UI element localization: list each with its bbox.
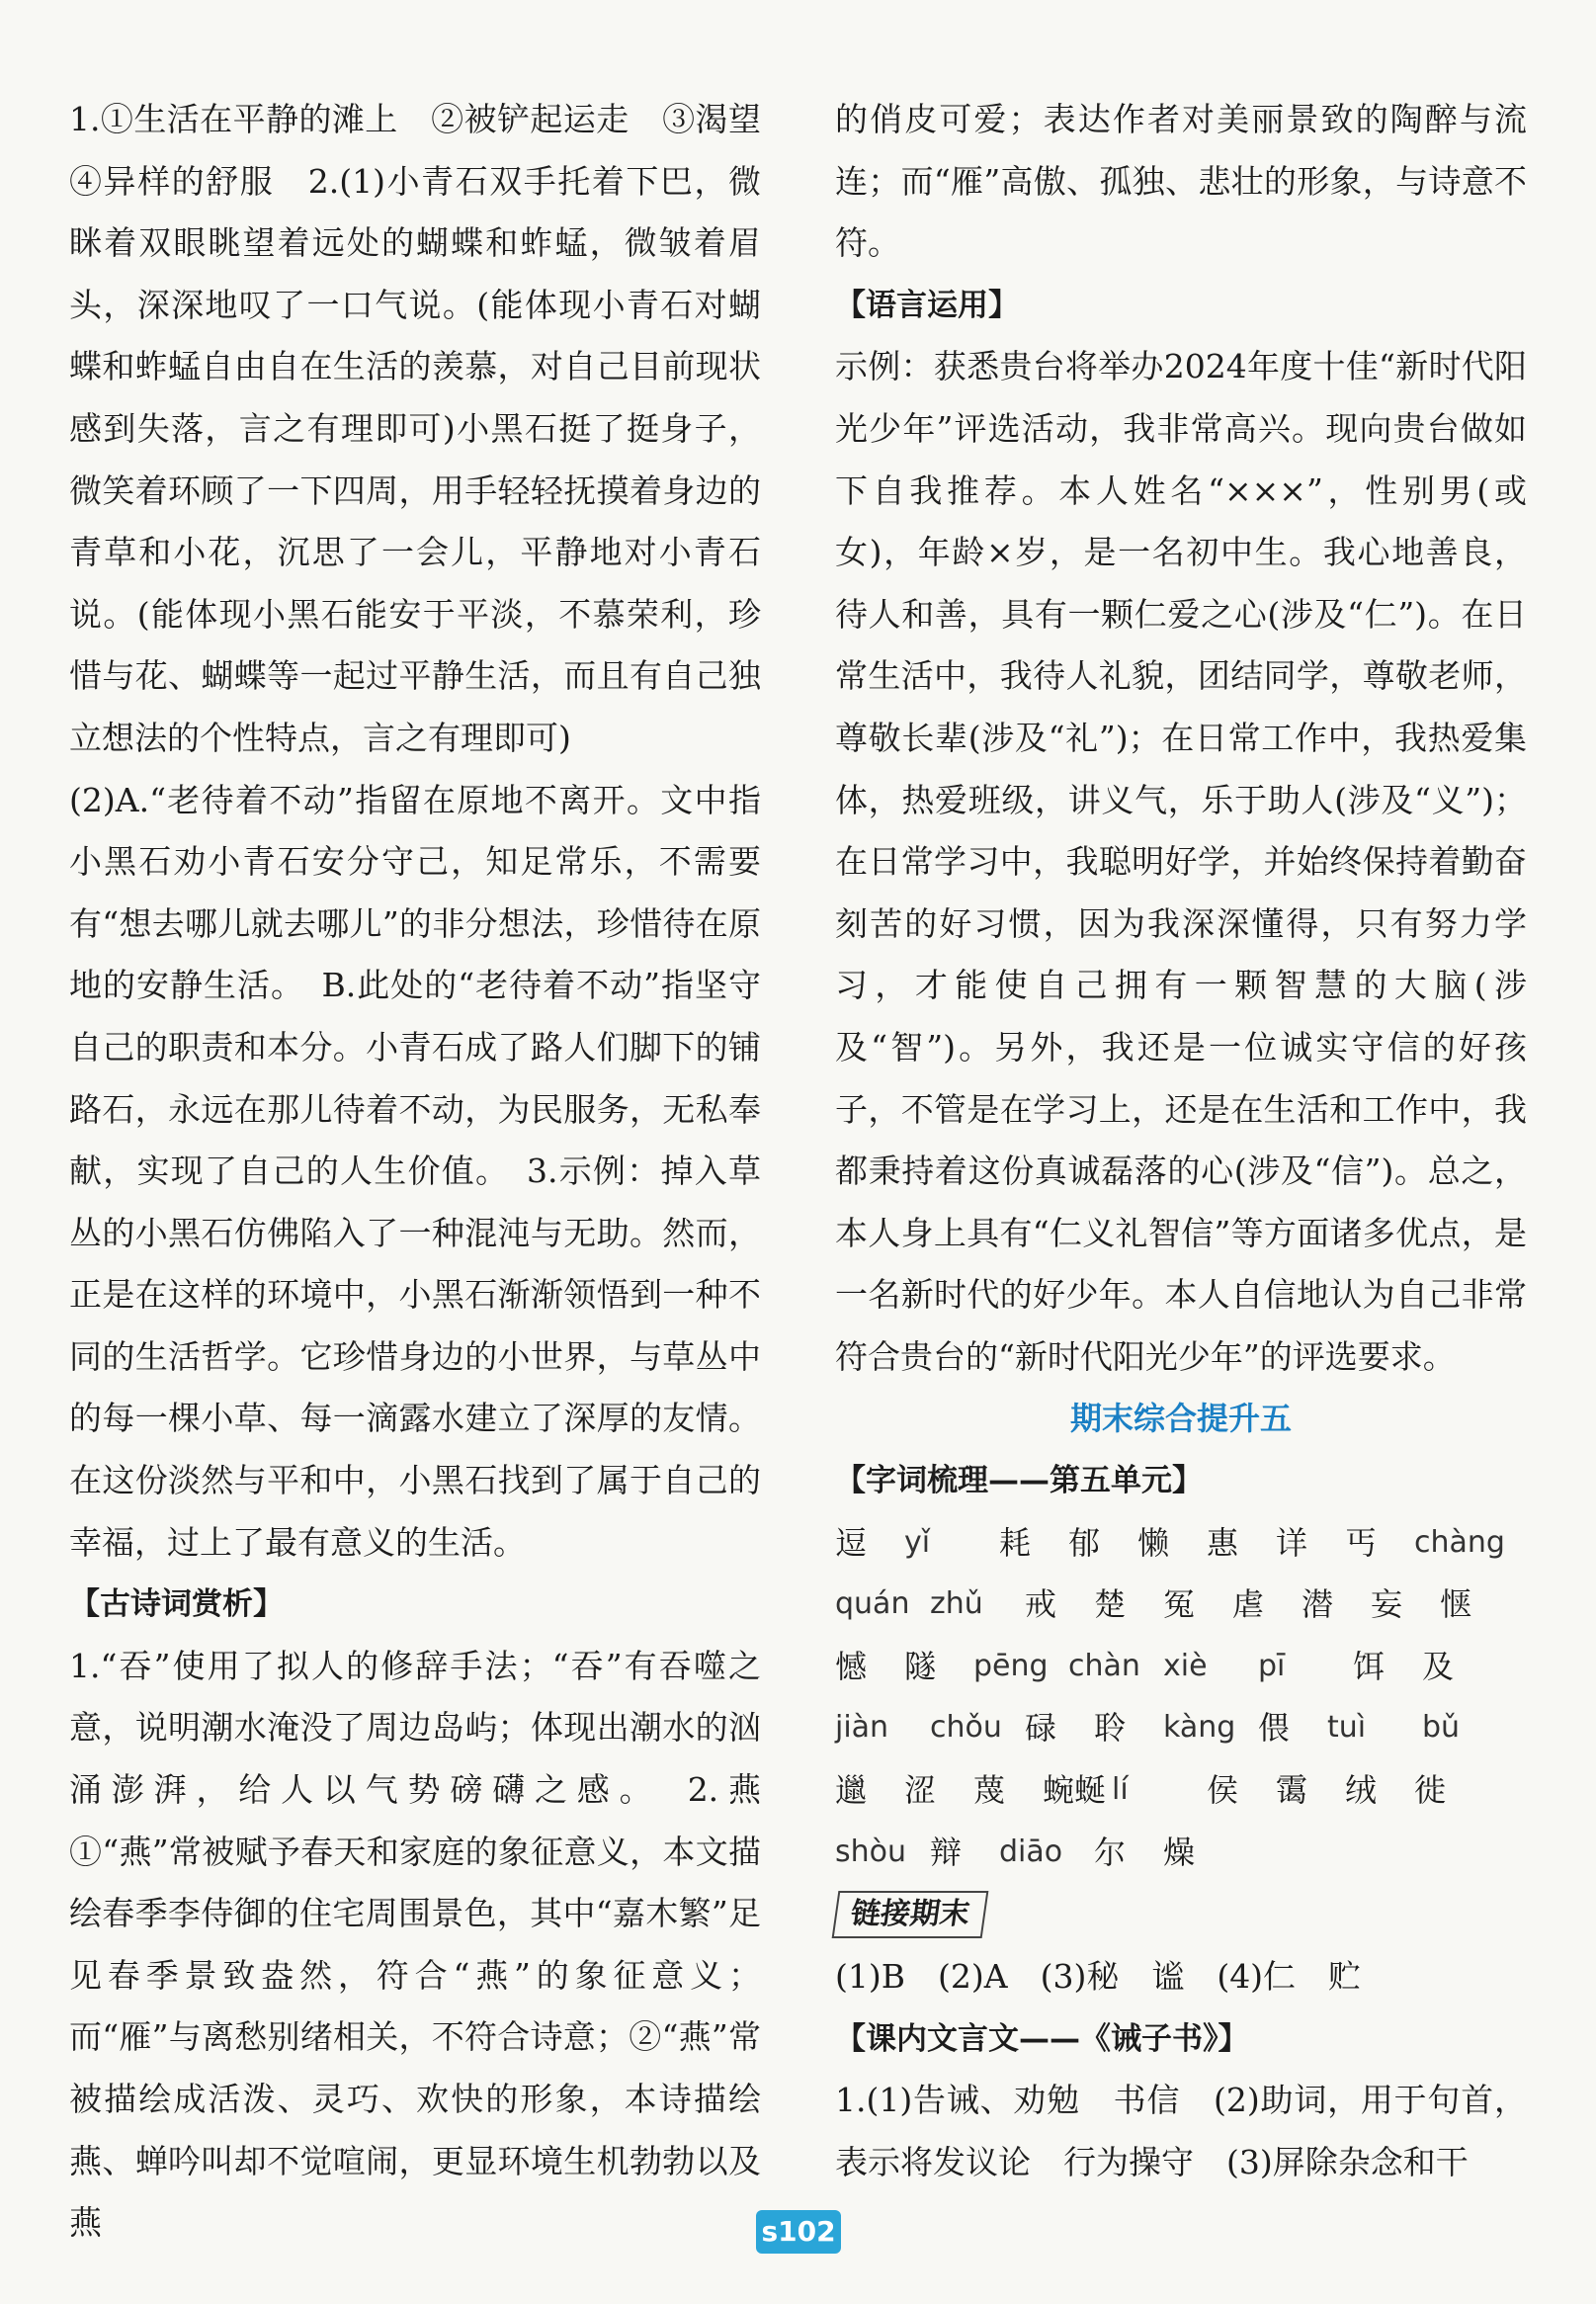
word-item: 丐 xyxy=(1345,1523,1378,1562)
word-item: lí xyxy=(1112,1772,1129,1808)
word-item: 燥 xyxy=(1163,1833,1196,1871)
word-item: yǐ xyxy=(904,1524,931,1560)
poem-answers-continued: 的俏皮可爱；表达作者对美丽景致的陶醉与流连；而“雁”高傲、孤独、悲壮的形象，与诗意不符。 xyxy=(835,100,1527,263)
section-title: 期末综合提升五 xyxy=(1069,1400,1292,1438)
word-item: 懒 xyxy=(1137,1523,1170,1562)
word-item: 耗 xyxy=(999,1523,1032,1562)
word-item: 饵 xyxy=(1353,1647,1386,1685)
word-item: chàn xyxy=(1068,1648,1140,1683)
word-item: 辩 xyxy=(930,1833,963,1871)
word-list xyxy=(835,1512,1527,1884)
classical-text-answers: 1.(1)告诫、劝勉 书信 (2)助词，用于句首，表示将发议论 行为操守 (3)屏除杂念和干 xyxy=(835,2081,1527,2181)
word-item: 聆 xyxy=(1094,1709,1127,1748)
word-item: 涩 xyxy=(904,1771,937,1810)
word-item: 详 xyxy=(1276,1523,1308,1562)
page-number: s102 xyxy=(756,2210,841,2254)
link-final-label: 链接期末 xyxy=(832,1891,989,1938)
word-item: quán xyxy=(835,1586,910,1622)
word-item: diāo xyxy=(999,1834,1063,1869)
word-item: 碌 xyxy=(1025,1709,1057,1748)
word-item: bǔ xyxy=(1422,1710,1461,1746)
word-item: 邋 xyxy=(835,1771,868,1810)
section-heading-language: 【语言运用】 xyxy=(835,287,1019,323)
word-item: 惠 xyxy=(1207,1523,1239,1562)
word-item: 侯 xyxy=(1207,1771,1239,1810)
word-item: pēng xyxy=(973,1648,1049,1683)
word-item: 霭 xyxy=(1276,1771,1308,1810)
word-item: tuì xyxy=(1327,1710,1367,1746)
word-item: 虐 xyxy=(1232,1585,1265,1624)
word-item: 逗 xyxy=(835,1523,868,1562)
word-item: 尔 xyxy=(1094,1833,1127,1871)
word-item: zhǔ xyxy=(930,1586,983,1622)
section-heading-classical: 【课内文言文——《诫子书》】 xyxy=(835,2020,1249,2057)
word-item: xiè xyxy=(1163,1648,1208,1683)
word-item: 蜿蜒 xyxy=(1043,1771,1107,1810)
word-item: 憾 xyxy=(835,1647,868,1685)
section-heading-poem: 【古诗词赏析】 xyxy=(69,1586,284,1623)
story-answers-part1: 1.①生活在平静的滩上 ②被铲起运走 ③渴望 ④异样的舒服 2.(1)小青石双手托着下巴，微眯着双眼眺望着远处的蝴蝶和蚱蜢，微皱着眉头，深深地叹了一口气说。(能体现小青石对蝴蝶和蚱蜢自由自在生活的羡慕，对自己目前现状感到失落，言之有理即可)小黑石挺了挺身子，微笑着环顾了一下四周，用手轻轻抚摸着身边的青草和小花，沉思了一会儿，平静地对小青石说。(能体现小黑石能安于平淡，不慕荣利，珍惜与花、蝴蝶等一起过平静生活，而且有自己独立想法的个性特点，言之有理即可) xyxy=(69,100,794,757)
word-item: chǒu xyxy=(930,1710,1002,1746)
word-item: pī xyxy=(1258,1648,1286,1683)
word-item: 偎 xyxy=(1258,1709,1291,1748)
word-item: 郁 xyxy=(1068,1523,1101,1562)
word-item: 妄 xyxy=(1371,1585,1403,1624)
word-item: 楚 xyxy=(1094,1585,1127,1624)
left-column xyxy=(69,89,794,2255)
word-item: 潜 xyxy=(1302,1585,1334,1624)
word-item: 及 xyxy=(1422,1647,1455,1685)
word-item: 冤 xyxy=(1163,1585,1196,1624)
word-item: 蔑 xyxy=(973,1771,1006,1810)
word-item: 隧 xyxy=(904,1647,937,1685)
story-answers-part2: (2)A.“老待着不动”指留在原地不离开。文中指小黑石劝小青石安分守己，知足常乐，不需要有“想去哪儿就去哪儿”的非分想法，珍惜待在原地的安静生活。 B.此处的“老待着不动”指坚守自己的职责和本分。小青石成了路人们脚下的铺路石，永远在那儿待着不动，为民服务，无私奉献，实现了自己的人生价值。 3.示例：掉入草丛的小黑石仿佛陷入了一种混沌与无助。然而，正是在这样的环境中，小黑石渐渐领悟到一种不同的生活哲学。它珍惜身边的小世界，与草丛中的每一棵小草、每一滴露水建立了深厚的友情。在这份淡然与平和中，小黑石找到了属于自己的幸福，过上了最有意义的生活。 xyxy=(69,780,761,1562)
section-heading-words: 【字词梳理——第五单元】 xyxy=(835,1463,1203,1499)
word-item: kàng xyxy=(1163,1710,1236,1746)
word-item: chàng xyxy=(1414,1524,1505,1560)
word-item: jiàn xyxy=(835,1710,889,1746)
link-final-answers: (1)B (2)A (3)秘 谧 (4)仁 贮 xyxy=(835,1957,1362,1997)
poem-answers: 1.“吞”使用了拟人的修辞手法；“吞”有吞噬之意，说明潮水淹没了周边岛屿；体现出潮水的汹涌澎湃，给人以气势磅礴之感。 2.燕 ①“燕”常被赋予春天和家庭的象征意义，本文描绘春季李侍御的住宅周围景色，其中“嘉木繁”足见春季景致盎然，符合“燕”的象征意义；而“雁”与离愁别绪相关，不符合诗意；②“燕”常被描绘成活泼、灵巧、欢快的形象，本诗描绘燕、蝉吟叫却不觉喧闹，更显环境生机勃勃以及燕 xyxy=(69,1646,794,2243)
right-column xyxy=(835,89,1527,2194)
word-item: 戒 xyxy=(1025,1585,1057,1624)
word-item: 惬 xyxy=(1440,1585,1472,1624)
word-item: 绒 xyxy=(1345,1771,1378,1810)
word-item: 徙 xyxy=(1414,1771,1447,1810)
language-use-answer: 示例：获悉贵台将举办2024年度十佳“新时代阳光少年”评选活动，我非常高兴。现向贵台做如下自我推荐。本人姓名“×××”，性别男(或女)，年龄×岁，是一名初中生。我心地善良，待人和善，具有一颗仁爱之心(涉及“仁”)。在日常生活中，我待人礼貌，团结同学，尊敬老师，尊敬长辈(涉及“礼”)；在日常工作中，我热爱集体，热爱班级，讲义气，乐于助人(涉及“义”)；在日常学习中，我聪明好学，并始终保持着勤奋刻苦的好习惯，因为我深深懂得，只有努力学习，才能使自己拥有一颗智慧的大脑(涉及“智”)。另外，我还是一位诚实守信的好孩子，不管是在学习上，还是在生活和工作中，我都秉持着这份真诚磊落的心(涉及“信”)。总之，本人身上具有“仁义礼智信”等方面诸多优点，是一名新时代的好少年。本人自信地认为自己非常符合贵台的“新时代阳光少年”的评选要求。 xyxy=(835,347,1527,1376)
word-item: shòu xyxy=(835,1834,907,1869)
